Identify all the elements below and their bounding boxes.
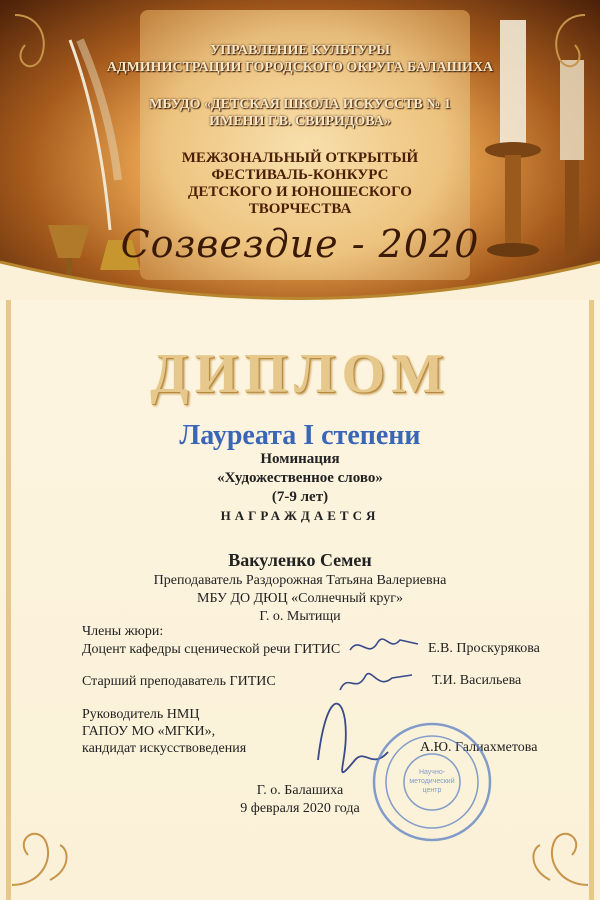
festival-line-3: ДЕТСКОГО И ЮНОШЕСКОГО [188, 184, 412, 200]
svg-text:центр: центр [422, 787, 442, 794]
jury-member-3-role-line-3: кандидат искусствоведения [82, 741, 247, 756]
diploma-title: ДИПЛОМ [150, 343, 450, 405]
festival-name: Созвездие - 2020 [120, 222, 480, 266]
org-line-2: АДМИНИСТРАЦИИ ГОРОДСКОГО ОКРУГА БАЛАШИХА [106, 60, 494, 75]
school-line-1: МБУДО «ДЕТСКАЯ ШКОЛА ИСКУССТВ № 1 [149, 97, 451, 112]
jury-member-1-name: Е.В. Проскурякова [428, 641, 540, 656]
age-group: (7-9 лет) [271, 489, 329, 505]
jury-heading: Члены жюри: [82, 624, 164, 639]
nomination-label: Номинация [260, 451, 340, 467]
jury-member-1-role: Доцент кафедры сценической речи ГИТИС [82, 642, 341, 657]
city-line: Г. о. Мытищи [259, 609, 341, 624]
nomination-name: «Художественное слово» [217, 470, 383, 486]
festival-line-1: МЕЖЗОНАЛЬНЫЙ ОТКРЫТЫЙ [181, 150, 419, 166]
footer-date: 9 февраля 2020 года [240, 801, 360, 816]
festival-line-4: ТВОРЧЕСТВА [248, 201, 352, 217]
jury-member-2-name: Т.И. Васильева [432, 673, 522, 688]
jury-member-2-role: Старший преподаватель ГИТИС [82, 674, 276, 689]
winner-name: Вакуленко Семен [228, 550, 372, 570]
svg-text:методический: методический [409, 778, 455, 785]
footer-city: Г. о. Балашиха [256, 783, 344, 798]
signature-1 [350, 639, 418, 650]
signature-2 [340, 674, 412, 690]
ornament-bottom-right [533, 834, 588, 885]
ornament-bottom-left [12, 834, 67, 885]
org-line-1: УПРАВЛЕНИЕ КУЛЬТУРЫ [209, 43, 391, 58]
festival-line-2: ФЕСТИВАЛЬ-КОНКУРС [211, 167, 389, 183]
school-line-2: ИМЕНИ Г.В. СВИРИДОВА» [209, 114, 391, 129]
svg-text:Научно-: Научно- [418, 769, 446, 776]
teacher-line: Преподаватель Раздорожная Татьяна Валериевна [153, 573, 447, 588]
jury-member-3-name: А.Ю. Галиахметова [420, 740, 538, 755]
jury-member-3-role-line-2: ГАПОУ МО «МГКИ», [82, 724, 216, 739]
degree-title: Лауреата I степени [179, 420, 421, 451]
school-line: МБУ ДО ДЮЦ «Солнечный круг» [197, 591, 403, 606]
awarded-label: НАГРАЖДАЕТСЯ [220, 508, 380, 523]
jury-member-3-role-line-1: Руководитель НМЦ [82, 707, 200, 722]
stamp-seal [374, 724, 490, 840]
